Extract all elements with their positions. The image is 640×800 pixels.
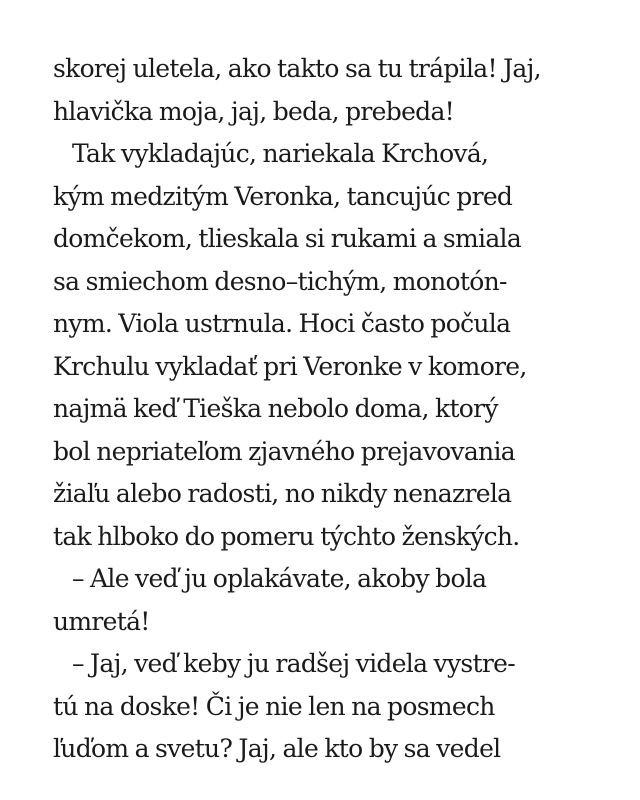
text-line: tak hlboko do pomeru týchto ženských.	[53, 521, 520, 551]
text-line: skorej uletela, ako takto sa tu trápila! Jaj,	[53, 54, 541, 83]
text-line: – Ale veď ju oplakávate, akoby bola	[72, 564, 487, 593]
text-line: tú na doske! Či je nie len na posmech	[53, 691, 495, 721]
text-line: domčekom, tlieskala si rukami a smiala	[53, 224, 522, 253]
text-line: kým medzitým Veronka, tancujúc pred	[53, 181, 513, 211]
text-line: Krchulu vykladať pri Veronke v komore,	[53, 351, 527, 381]
book-page-text	[53, 48, 593, 771]
text-line: nym. Viola ustrnula. Hoci často počula	[53, 309, 511, 338]
text-line: najmä keď Tieška nebolo doma, ktorý	[53, 394, 498, 423]
text-line: hlavička moja, jaj, beda, prebeda!	[53, 96, 455, 126]
text-line: žiaľu alebo radosti, no nikdy nenazrela	[53, 479, 512, 508]
text-line: sa smiechom desno–tichým, monotón-	[53, 266, 507, 296]
text-line: bol nepriateľom zjavného prejavovania	[53, 436, 515, 466]
text-line: Tak vykladajúc, nariekala Krchová,	[72, 139, 489, 168]
text-line: ľuďom a svetu? Jaj, ale kto by sa vedel	[53, 734, 501, 763]
text-line: umretá!	[53, 606, 150, 636]
text-line: – Jaj, veď keby ju radšej videla vystre-	[72, 649, 515, 678]
